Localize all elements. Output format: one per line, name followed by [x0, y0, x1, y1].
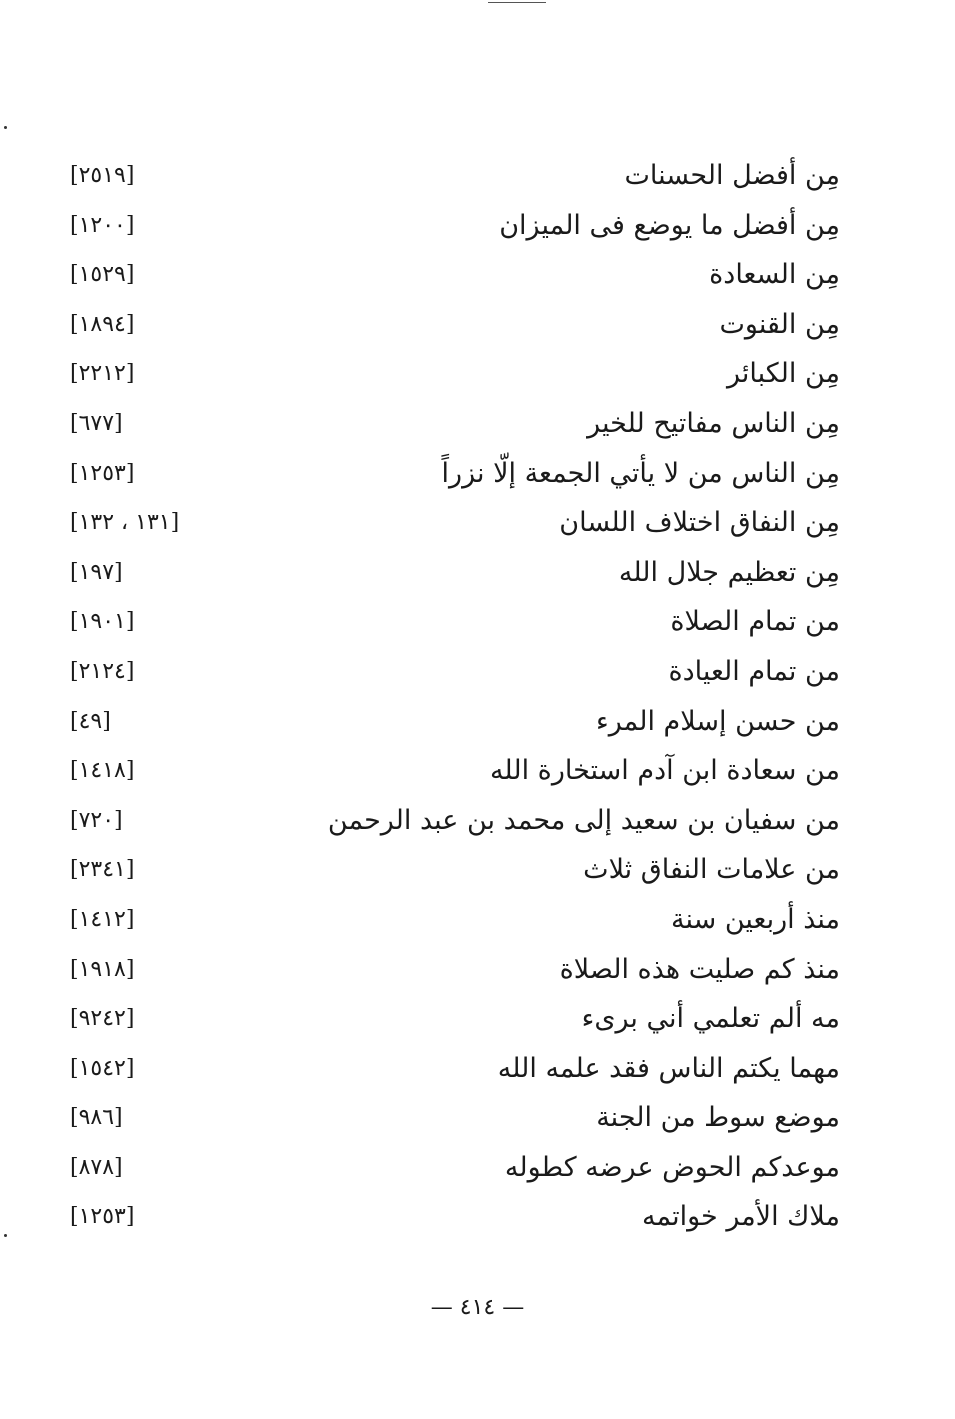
entry-phrase: من سفيان بن سعيد إلى محمد بن عبد الرحمن [327, 804, 840, 836]
index-entry [70, 251, 840, 301]
entry-phrase: مِن الناس من لا يأتي الجمعة إلّا نزراً [441, 457, 840, 489]
entry-reference: [١٤١٨] [70, 758, 135, 784]
index-entry [70, 1094, 840, 1144]
entry-reference: [١٥٤٢] [70, 1055, 135, 1081]
entry-reference: [٩٢٤٢] [70, 1006, 135, 1032]
index-entry [70, 648, 840, 698]
entry-phrase: موعدكم الحوض عرضه كطوله [504, 1151, 840, 1183]
index-entry [70, 400, 840, 450]
entry-reference: [٢٥١٩] [70, 163, 135, 188]
entry-phrase: من سعادة ابن آدم استخارة الله [489, 755, 840, 787]
index-entry [70, 995, 840, 1045]
index-entry [70, 747, 840, 797]
entry-phrase: مهما يكتم الناس فقد علمه الله [497, 1052, 840, 1084]
index-entry [70, 1144, 840, 1194]
entry-reference: [٤٩] [70, 708, 111, 734]
entry-reference: [١٩٠١] [70, 609, 135, 635]
entry-reference: [١٨٩٤] [70, 311, 135, 337]
entry-phrase: مِن السعادة [709, 259, 840, 291]
entry-phrase: من تمام العيادة [668, 655, 840, 687]
top-rule [488, 2, 546, 3]
entry-phrase: منذ كم صليت هذه الصلاة [559, 953, 840, 985]
entry-reference: [١٢٥٣] [70, 460, 135, 486]
index-entry [70, 797, 840, 847]
index-entry [70, 846, 840, 896]
entry-phrase: موضع سوط من الجنة [596, 1102, 840, 1134]
entry-reference: [٢٣٤١] [70, 857, 135, 883]
index-entry [70, 301, 840, 351]
entry-phrase: مِن أفضل الحسنات [624, 160, 840, 191]
entry-reference: [١٩٧] [70, 559, 123, 585]
index-entry [70, 499, 840, 549]
entry-phrase: منذ أربعين سنة [671, 903, 840, 935]
entry-phrase: مِن الناس مفاتيح للخير [587, 407, 840, 439]
entry-reference: [١٥٢٩] [70, 262, 135, 288]
index-entry [70, 202, 840, 252]
index-entries [70, 152, 840, 1243]
entry-reference: [١٢٠٠] [70, 212, 135, 238]
entry-phrase: مِن القنوت [719, 308, 840, 340]
entry-phrase: من علامات النفاق ثلاث [583, 854, 840, 886]
entry-reference: [١٢٥٣] [70, 1204, 135, 1230]
entry-reference: [٦٧٧] [70, 410, 123, 436]
entry-reference: [١٩١٨] [70, 956, 135, 982]
entry-reference: [٧٢٠] [70, 807, 123, 833]
entry-reference: [٢٢١٢] [70, 361, 135, 387]
entry-reference: [١٤١٢] [70, 906, 135, 932]
entry-phrase: مِن أفضل ما يوضع فى الميزان [499, 209, 840, 241]
page-number: — ٤١٤ — [430, 1295, 525, 1320]
entry-phrase: ملاك الأمر خواتمه [642, 1201, 840, 1233]
scan-speck [4, 126, 7, 129]
index-entry [70, 1045, 840, 1095]
entry-reference: [٨٧٨] [70, 1154, 123, 1180]
entry-phrase: من حسن إسلام المرء [596, 705, 840, 737]
entry-reference: [٢١٢٤] [70, 658, 135, 684]
entry-phrase: من تمام الصلاة [670, 606, 840, 638]
index-entry [70, 152, 840, 202]
entry-phrase: مه ألم تعلمي أني برىء [581, 1003, 840, 1035]
entry-phrase: مِن تعظيم جلال الله [618, 556, 840, 588]
entry-phrase: مِن النفاق اختلاف اللسان [559, 507, 840, 539]
entry-phrase: مِن الكبائر [726, 358, 840, 390]
index-entry [70, 598, 840, 648]
index-entry [70, 698, 840, 748]
index-entry [70, 549, 840, 599]
entry-reference: [١٣١ ، ١٣٢] [70, 510, 180, 536]
scan-speck [4, 1234, 7, 1237]
index-entry [70, 896, 840, 946]
index-entry [70, 350, 840, 400]
index-entry [70, 946, 840, 996]
index-entry [70, 1193, 840, 1243]
index-entry [70, 450, 840, 500]
entry-reference: [٩٨٦] [70, 1105, 123, 1131]
